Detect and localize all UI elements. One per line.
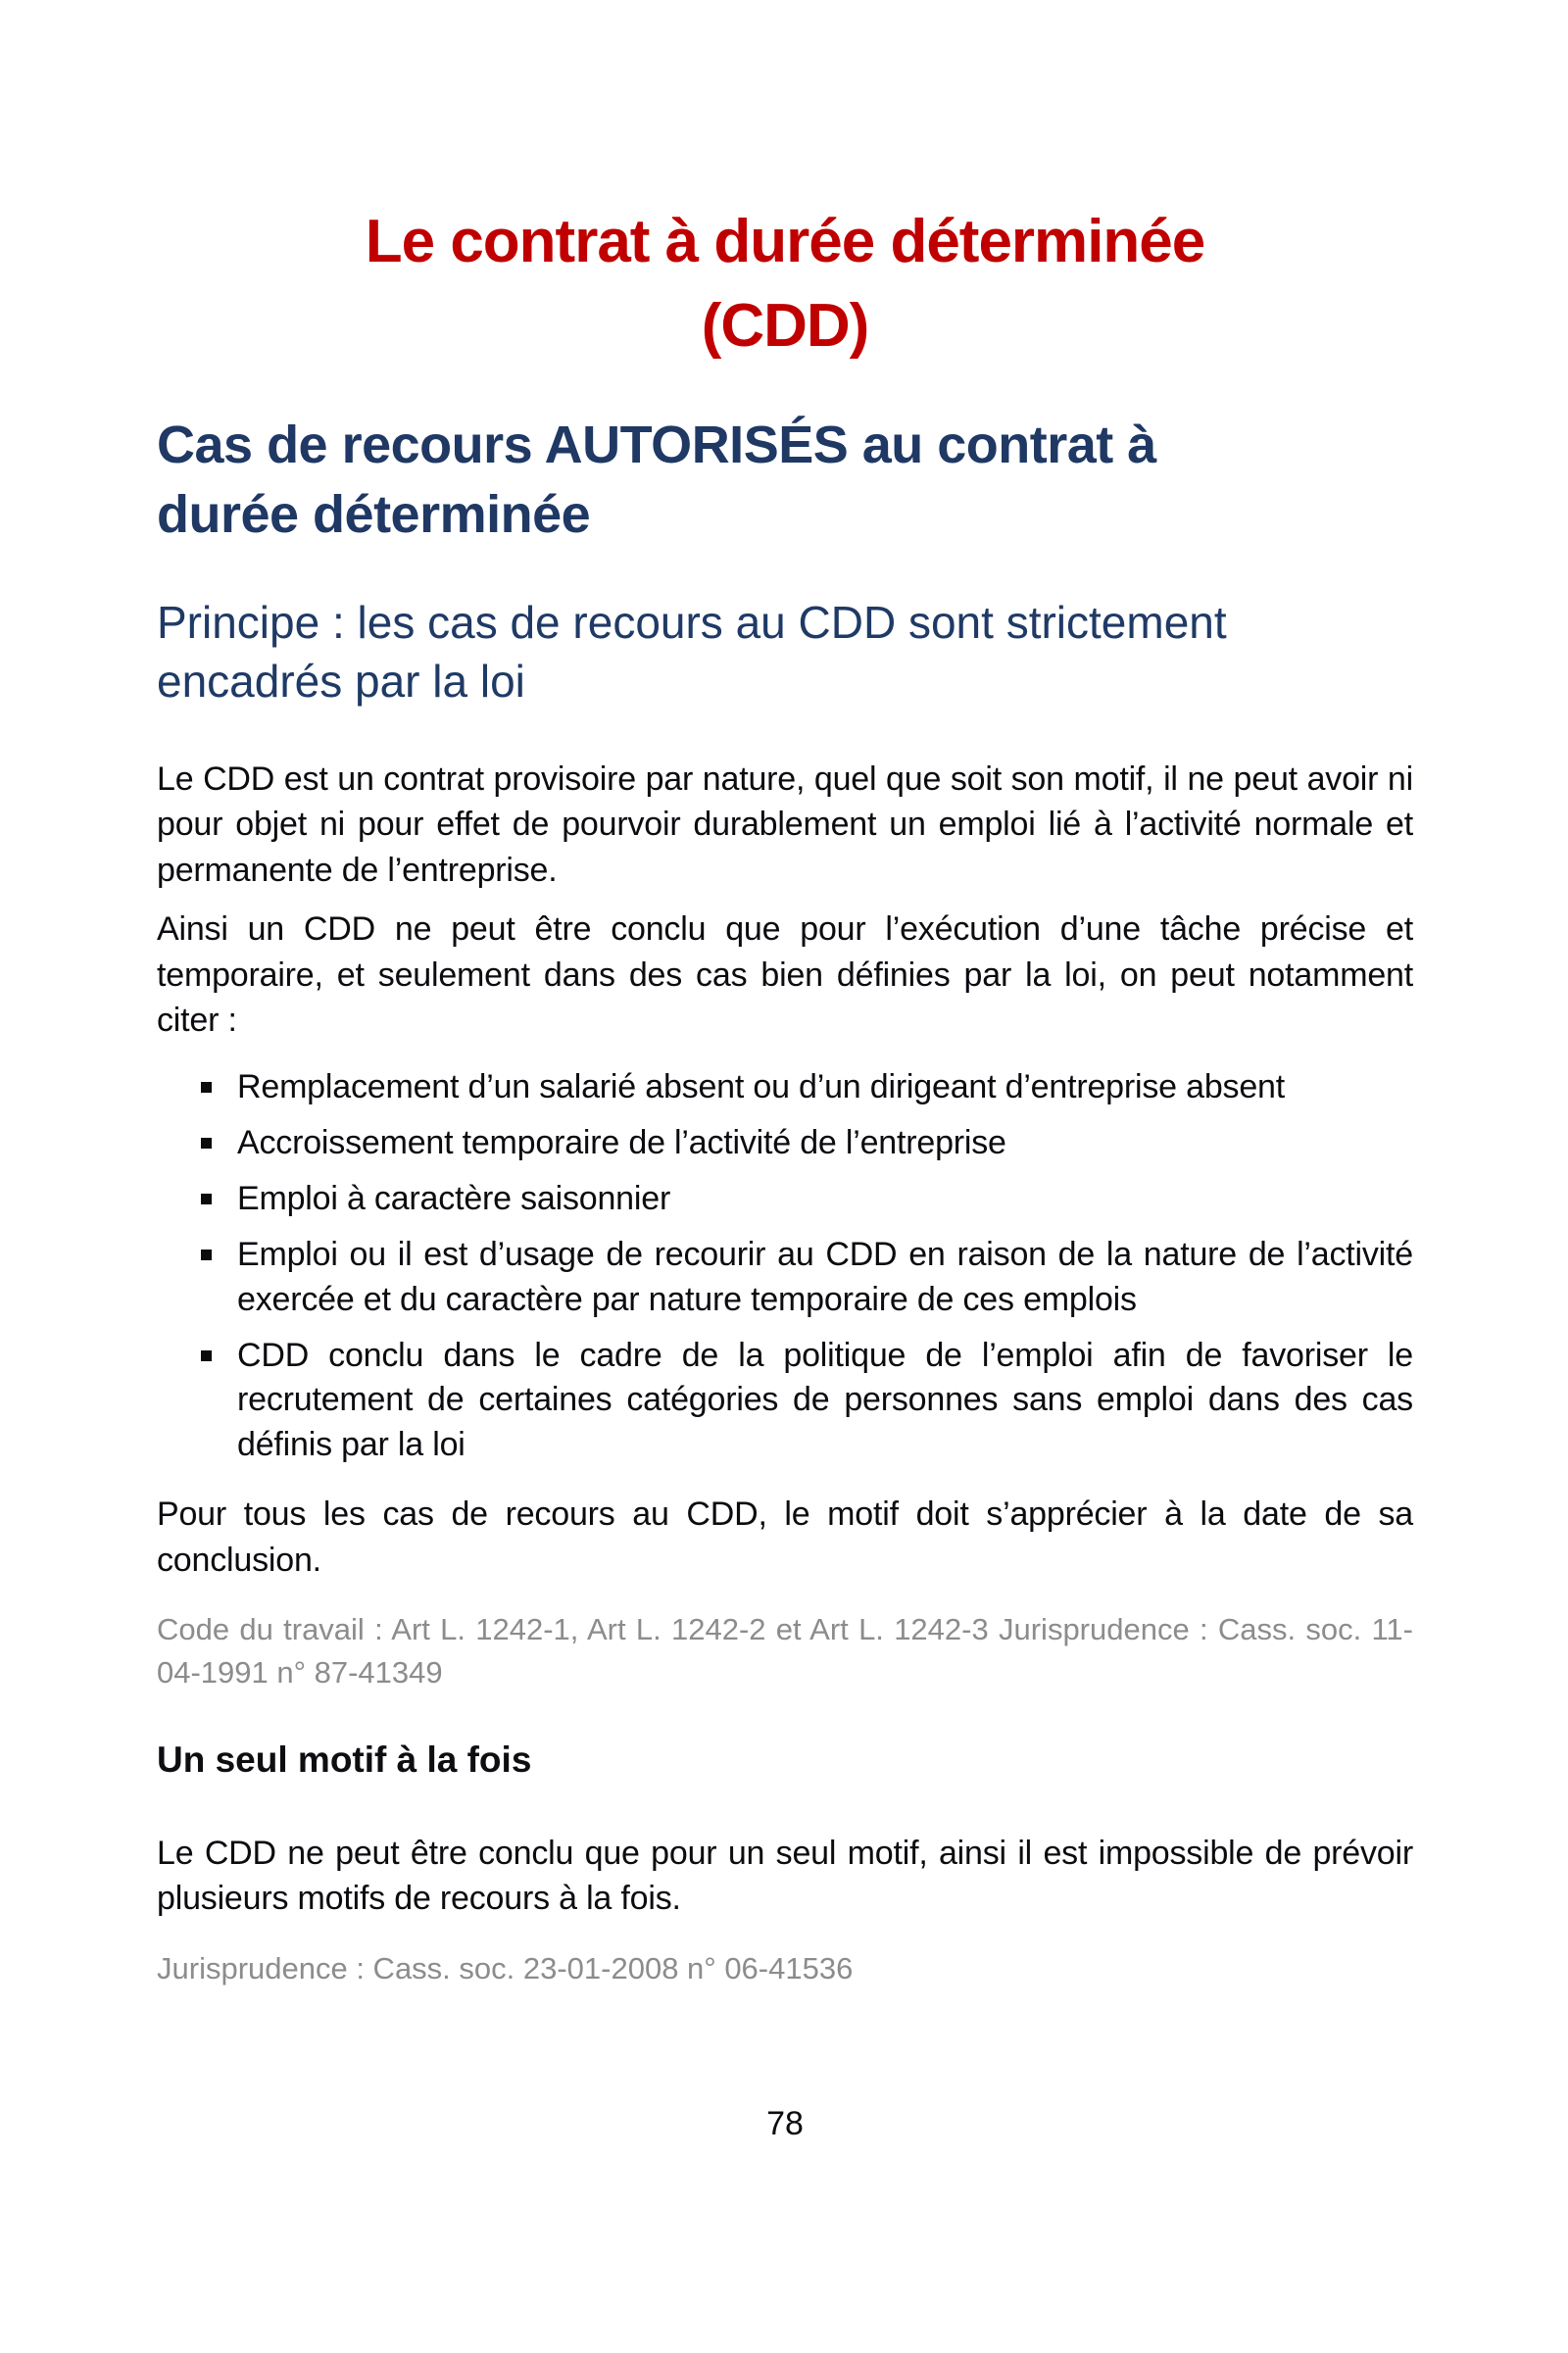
bullet-list — [157, 1065, 1413, 1468]
principle-heading — [157, 594, 1413, 711]
document-title — [157, 200, 1413, 370]
square-bullet-icon — [201, 1194, 212, 1204]
square-bullet-icon — [201, 1250, 212, 1260]
list-item — [157, 1065, 1413, 1110]
list-item — [157, 1121, 1413, 1166]
sub-section-heading: Un seul motif à la fois — [157, 1740, 532, 1781]
document-title-line-2: (CDD) — [701, 292, 869, 361]
single-motive-paragraph: Le CDD ne peut être conclu que pour un seul motif, ainsi il est impossible de prévoir plusieurs motifs de recours à la fois. — [157, 1834, 1413, 1918]
square-bullet-icon — [201, 1350, 212, 1361]
list-item-text: Emploi ou il est d’usage de recourir au CDD en raison de la nature de l’activité exercée et du caractère par nature temporaire de ces emplois — [237, 1235, 1413, 1318]
legal-reference-1: Code du travail : Art L. 1242-1, Art L. 1242-2 et Art L. 1242-3 Jurisprudence : Cass. soc. 11-04-1991 n° 87-41349 — [157, 1612, 1413, 1690]
list-item-text: CDD conclu dans le cadre de la politique de l’emploi afin de favoriser le recrutement de certaines catégories de personnes sans emploi dans des cas définis par la loi — [237, 1336, 1413, 1464]
list-item — [157, 1233, 1413, 1323]
square-bullet-icon — [201, 1138, 212, 1149]
document-title-line-1: Le contrat à durée déterminée — [365, 207, 1205, 275]
list-item-text: Accroissement temporaire de l’activité de l’entreprise — [237, 1123, 1006, 1161]
body-paragraph-1: Le CDD est un contrat provisoire par nature, quel que soit son motif, il ne peut avoir ni pour objet ni pour effet de pourvoir durablement un emploi lié à l’activité normale et permanente de l’entreprise. — [157, 760, 1413, 889]
list-item-text: Emploi à caractère saisonnier — [237, 1179, 671, 1217]
body-paragraph-2: Ainsi un CDD ne peut être conclu que pour l’exécution d’une tâche précise et temporaire, et seulement dans des cas bien définies par la loi, on peut notamment citer : — [157, 910, 1413, 1040]
list-item — [157, 1177, 1413, 1222]
closing-paragraph: Pour tous les cas de recours au CDD, le motif doit s’apprécier à la date de sa conclusion. — [157, 1495, 1413, 1579]
principle-heading-line-1: Principe : les cas de recours au CDD sont strictement — [157, 597, 1227, 648]
section-heading-line-1: Cas de recours AUTORISÉS au contrat à — [157, 415, 1156, 474]
page-number: 78 — [766, 2105, 804, 2143]
section-heading-line-2: durée déterminée — [157, 484, 591, 544]
principle-heading-line-2: encadrés par la loi — [157, 655, 525, 707]
list-item-text: Remplacement d’un salarié absent ou d’un dirigeant d’entreprise absent — [237, 1068, 1286, 1106]
section-heading — [157, 411, 1413, 551]
square-bullet-icon — [201, 1082, 212, 1093]
legal-reference-2: Jurisprudence : Cass. soc. 23-01-2008 n° 06-41536 — [157, 1950, 854, 1985]
list-item — [157, 1334, 1413, 1469]
